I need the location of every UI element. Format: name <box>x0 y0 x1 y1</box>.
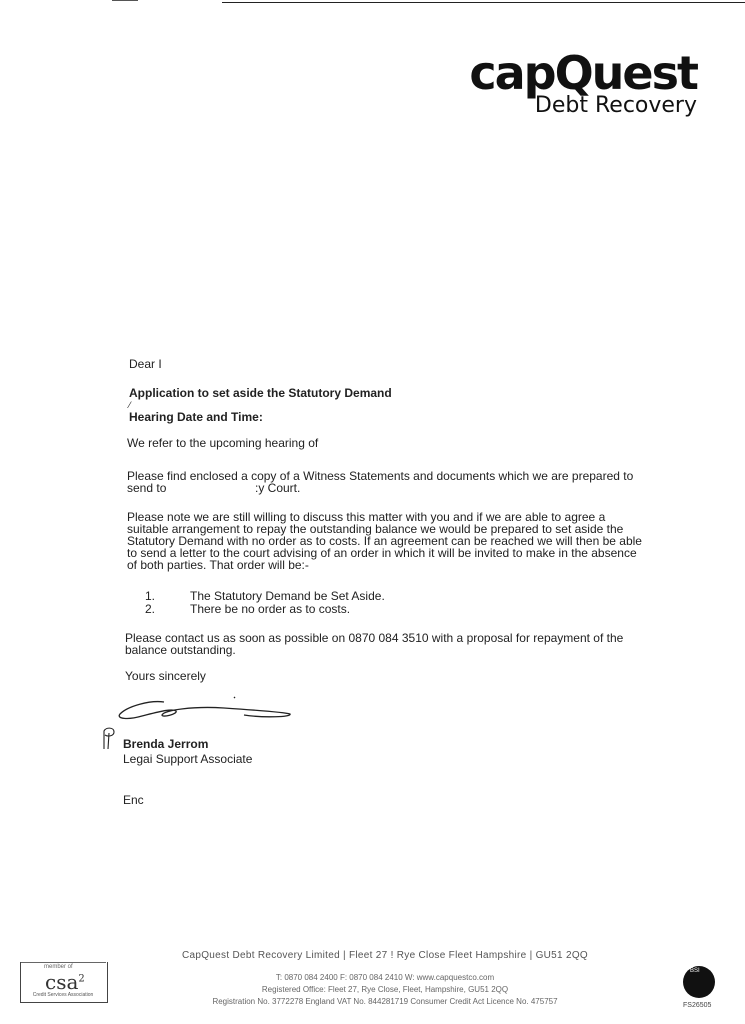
signature-image <box>114 694 304 728</box>
bsi-label: BSI <box>690 968 700 974</box>
list-text: The Statutory Demand be Set Aside. <box>190 589 385 603</box>
paragraph-enclosed-line-2a: send to <box>127 481 167 495</box>
list-number: 2. <box>145 602 156 616</box>
salutation: Dear I <box>129 357 162 371</box>
company-logo <box>469 46 697 118</box>
csa-logo-sup: 2 <box>78 973 85 985</box>
paragraph-proposal-line-4: to send a letter to the court advising of an order in which it will be invited to make in the absence <box>127 546 637 560</box>
paragraph-proposal-line-5: of both parties. That order will be:- <box>127 558 309 572</box>
paragraph-proposal-line-2: suitable arrangement to repay the outstanding balance we would be prepared to set aside the <box>127 522 624 536</box>
signer-name: Brenda Jerrom <box>123 737 209 751</box>
list-number: 1. <box>145 589 156 603</box>
logo-wordmark: capQuest <box>469 46 697 100</box>
signer-title: Legai Support Associate <box>123 752 253 766</box>
footer-registration-line: Registration No. 3772278 England VAT No. 844281719 Consumer Credit Act Licence No. 475757 <box>212 997 558 1006</box>
closing: Yours sincerely <box>125 669 206 683</box>
footer-contact-line: T: 0870 084 2400 F: 0870 084 2410 W: www.capquestco.com <box>275 973 495 982</box>
paragraph-hearing: We refer to the upcoming hearing of <box>127 436 319 450</box>
initials-mark <box>98 725 120 751</box>
logo-tagline: Debt Recovery <box>534 93 697 118</box>
footer-office-line: Registered Office: Fleet 27, Rye Close, Fleet, Hampshire, GU51 2QQ <box>261 985 509 994</box>
csa-logo <box>45 970 85 994</box>
csa-member-label: member of <box>44 964 73 970</box>
csa-association-name: Credit Services Association <box>32 992 94 998</box>
enclosure-note: Enc <box>123 793 144 807</box>
subject-heading: Application to set aside the Statutory Demand <box>129 386 392 400</box>
paragraph-proposal-line-3: Statutory Demand with no order as to costs. If an agreement can be reached we will then be able <box>127 534 642 548</box>
hearing-heading: Hearing Date and Time: <box>129 410 263 424</box>
order-list <box>145 590 445 616</box>
paragraph-contact-line-1: Please contact us as soon as possible on 0870 084 3510 with a proposal for repayment of the <box>125 631 624 645</box>
paragraph-enclosed-line-1: Please find enclosed a copy of a Witness Statements and documents which we are prepared to <box>127 469 634 483</box>
list-item <box>145 603 445 616</box>
list-text: There be no order as to costs. <box>190 602 351 616</box>
paragraph-proposal-line-1: Please note we are still willing to discuss this matter with you and if we are able to agree a <box>127 510 606 524</box>
paragraph-contact-line-2: balance outstanding. <box>125 643 236 657</box>
stray-mark: ⁄ <box>129 400 131 410</box>
bsi-certificate-number: FS26505 <box>683 1002 712 1009</box>
paragraph-enclosed-line-2b: :y Court. <box>255 481 301 495</box>
csa-logo-text: csa <box>45 970 79 994</box>
top-rule <box>222 2 745 3</box>
footer-company-line: CapQuest Debt Recovery Limited | Fleet 27 ! Rye Close Fleet Hampshire | GU51 2QQ <box>181 950 588 961</box>
scan-mark <box>112 0 138 1</box>
